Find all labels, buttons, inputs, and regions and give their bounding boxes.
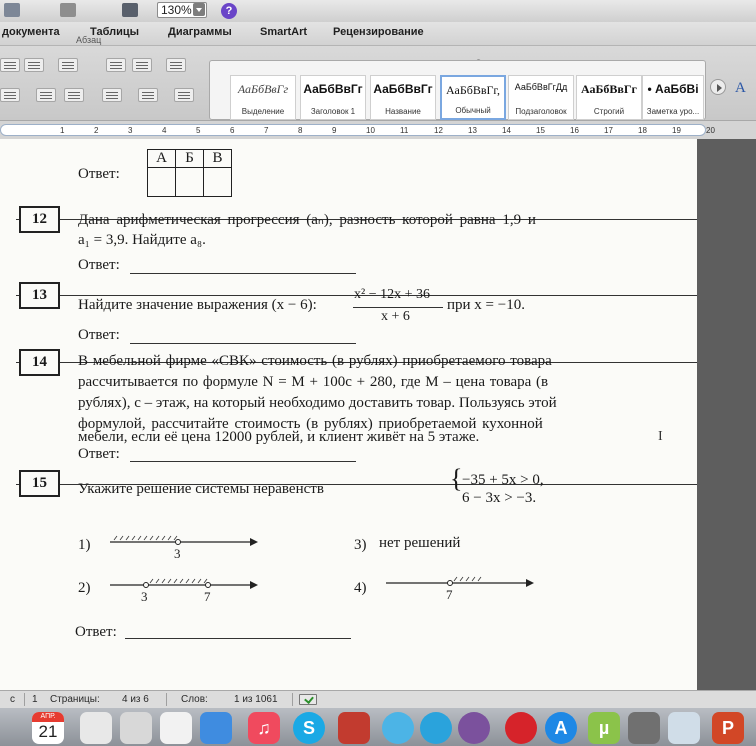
ruler (0, 121, 756, 139)
styles-gallery (209, 60, 706, 120)
ruler-strip[interactable] (0, 124, 706, 136)
table-icon[interactable] (4, 3, 20, 17)
ruler-number: 15 (536, 126, 545, 135)
divider (24, 693, 25, 706)
bullets-button[interactable] (0, 58, 20, 72)
table-cell[interactable] (204, 168, 232, 197)
arrow-head (526, 579, 534, 587)
words-label: Слов: (181, 694, 208, 705)
style-sample: АаБбВвГгДд (514, 82, 568, 92)
skype-icon[interactable]: S (293, 712, 325, 744)
tick-label: 7 (446, 587, 453, 602)
style-sample: АаБбВвГг, (445, 83, 500, 97)
ruler-number: 7 (264, 126, 269, 135)
option-3-label: 3) (354, 537, 367, 553)
open-point (206, 583, 211, 588)
photos-icon[interactable] (160, 712, 192, 744)
style-emphasis[interactable] (230, 75, 296, 120)
divider (292, 693, 293, 706)
calendar-month: АПР. (32, 712, 64, 722)
ruler-number: 2 (94, 126, 99, 135)
ribbon-tabs (0, 22, 756, 46)
text-styles-icon[interactable]: A (735, 80, 746, 96)
task-14-line: мебели, если её цена 12000 рублей, и клиент живёт на 5 этаже. (78, 429, 480, 445)
task-13-text: Найдите значение выражения (x − 6): (78, 297, 317, 313)
open-point (448, 581, 453, 586)
option-4-label: 4) (354, 580, 367, 596)
ruler-number: 20 (706, 126, 715, 135)
arrow-head (250, 581, 258, 589)
telegram-icon[interactable] (420, 712, 452, 744)
viber-icon[interactable] (458, 712, 490, 744)
table-header-a: А (148, 150, 176, 168)
section-letter: с (10, 694, 15, 705)
ruler-number: 18 (638, 126, 647, 135)
answer-blank-15[interactable] (125, 638, 351, 639)
divider (166, 693, 167, 706)
spellcheck-icon[interactable] (299, 694, 317, 705)
justify-button[interactable] (64, 88, 84, 102)
answer-blank-12[interactable] (130, 273, 356, 274)
style-name: Заголовок 1 (310, 107, 356, 116)
right-panel (697, 139, 756, 690)
app-store-icon[interactable]: A (545, 712, 577, 744)
document-page[interactable] (0, 139, 697, 690)
tab-tables[interactable]: Таблицы (90, 26, 139, 38)
style-name: Выделение (241, 107, 285, 116)
borders-button[interactable] (138, 88, 158, 102)
table-cell[interactable] (176, 168, 204, 197)
style-sample: АаБбВвГг (373, 82, 433, 96)
answer-blank-13[interactable] (130, 343, 356, 344)
tick-label: 3 (174, 546, 181, 561)
style-name: Обычный (455, 106, 491, 115)
style-normal[interactable] (440, 75, 506, 120)
option-1-label: 1) (78, 537, 91, 553)
system-line-1: −35 + 5x > 0, (462, 472, 544, 488)
ruler-number: 17 (604, 126, 613, 135)
open-point (144, 583, 149, 588)
style-name: Заметка уро... (646, 107, 700, 116)
table-cell[interactable] (148, 168, 176, 197)
answer-label: Ответ: (78, 257, 120, 273)
align-left-button[interactable] (0, 88, 20, 102)
style-sample: АаБбВвГг (303, 82, 363, 96)
option-1-numberline[interactable] (110, 534, 260, 564)
ruler-number: 8 (298, 126, 303, 135)
tick-label: 7 (204, 589, 211, 604)
task-number-12: 12 (19, 206, 60, 233)
style-name: Подзаголовок (515, 107, 567, 116)
status-bar (0, 690, 756, 708)
calendar-day: 21 (38, 722, 58, 741)
hatching (150, 579, 207, 583)
ruler-number: 12 (434, 126, 443, 135)
numbering-button[interactable] (24, 58, 44, 72)
style-name: Строгий (593, 107, 625, 116)
open-point (176, 540, 181, 545)
option-3-text: нет решений (379, 535, 461, 551)
style-sample: • АаБбВі (647, 82, 699, 96)
columns-button[interactable] (166, 58, 186, 72)
ruler-number: 1 (60, 126, 65, 135)
style-title[interactable] (370, 75, 436, 120)
option-2-numberline[interactable] (110, 577, 260, 607)
tick-label: 3 (141, 589, 148, 604)
arrow-head (250, 538, 258, 546)
ruler-number: 16 (570, 126, 579, 135)
task-15-text: Укажите решение системы неравенств (78, 481, 324, 497)
opera-icon[interactable] (505, 712, 537, 744)
ruler-number: 11 (400, 126, 409, 135)
hatching (454, 577, 481, 581)
multilevel-list-button[interactable] (58, 58, 78, 72)
ruler-number: 13 (468, 126, 477, 135)
answer-label: Ответ: (78, 166, 120, 182)
ruler-number: 6 (230, 126, 235, 135)
calendar-icon[interactable] (32, 712, 64, 744)
decrease-indent-button[interactable] (106, 58, 126, 72)
hatching (114, 536, 177, 540)
notes-icon[interactable] (80, 712, 112, 744)
pages-value: 4 из 6 (122, 694, 149, 705)
answer-table[interactable] (147, 149, 232, 197)
ruler-number: 4 (162, 126, 167, 135)
paragraph-group-label: Абзац (76, 35, 102, 45)
table-header-v: В (204, 150, 232, 168)
ruler-number: 10 (366, 126, 375, 135)
answer-label: Ответ: (78, 327, 120, 343)
sort-button[interactable] (174, 88, 194, 102)
answer-blank-14[interactable] (130, 461, 356, 462)
ruler-number: 3 (128, 126, 133, 135)
task-12-line2: a₁ = 3,9. Найдите a₈. (78, 232, 206, 248)
fraction-bar (353, 307, 443, 308)
app-icon[interactable] (338, 712, 370, 744)
teamviewer-icon[interactable] (668, 712, 700, 744)
dock (0, 708, 756, 746)
task-number-14: 14 (19, 349, 60, 376)
messages-icon[interactable] (382, 712, 414, 744)
style-name: Название (385, 107, 421, 116)
option-2-label: 2) (78, 580, 91, 596)
align-center-button[interactable] (36, 88, 56, 102)
ruler-number: 5 (196, 126, 201, 135)
answer-label: Ответ: (78, 446, 120, 462)
task-14-line: рассчитывается по формуле N = M + 100c + 280, где M – цена товара (в (78, 374, 549, 390)
settings-icon[interactable] (628, 712, 660, 744)
music-icon[interactable]: ♫ (248, 712, 280, 744)
task-14-line: рублях), c – этаж, на который необходимо доставить товар. Пользуясь этой (78, 395, 557, 411)
task-12-line1: Дана арифметическая прогрессия (aₙ), разность которой равна 1,9 и (78, 212, 536, 228)
line-spacing-button[interactable] (102, 88, 122, 102)
maps-icon[interactable] (200, 712, 232, 744)
words-value: 1 из 1061 (234, 694, 278, 705)
powerpoint-icon[interactable]: P (712, 712, 744, 744)
task-number-15: 15 (19, 470, 60, 497)
help-button[interactable]: ? (221, 3, 237, 19)
style-sample: АаБбВвГг (580, 82, 637, 96)
task-14-line: формулой, рассчитайте стоимость (в рублях) приобретаемой кухонной (78, 416, 543, 432)
preview-icon[interactable] (120, 712, 152, 744)
ruler-number: 19 (672, 126, 681, 135)
option-4-numberline[interactable] (386, 575, 536, 605)
task-number-13: 13 (19, 282, 60, 309)
system-line-2: 6 − 3x > −3. (462, 490, 537, 506)
fraction-denominator: x + 6 (381, 309, 410, 324)
text-cursor-icon: I (658, 429, 663, 444)
system-brace: { (450, 464, 463, 493)
styles-scroll-right-button[interactable] (710, 79, 726, 95)
pages-label: Страницы: (50, 694, 100, 705)
style-lesson-note[interactable] (642, 75, 704, 120)
increase-indent-button[interactable] (132, 58, 152, 72)
ruler-number: 9 (332, 126, 337, 135)
table-header-b: Б (176, 150, 204, 168)
media-icon[interactable] (122, 3, 138, 17)
style-heading-1[interactable] (300, 75, 366, 120)
tab-document-elements[interactable]: документа (2, 26, 60, 38)
chevron-down-icon[interactable] (193, 3, 205, 16)
style-subtitle[interactable] (508, 75, 574, 120)
section-value: 1 (32, 694, 38, 705)
sidebar-icon[interactable] (60, 3, 76, 17)
zoom-select[interactable]: 130% (157, 2, 207, 18)
style-sample: АаБбВвГг (237, 82, 289, 96)
tab-charts[interactable]: Диаграммы (168, 26, 232, 38)
tab-review[interactable]: Рецензирование (333, 26, 424, 38)
fraction-numerator: x² − 12x + 36 (354, 287, 430, 302)
style-strong[interactable] (576, 75, 642, 120)
answer-label: Ответ: (75, 624, 117, 640)
utorrent-icon[interactable]: µ (588, 712, 620, 744)
tab-smartart[interactable]: SmartArt (260, 26, 308, 38)
top-toolbar (0, 0, 756, 22)
task-13-suffix: при x = −10. (447, 297, 525, 313)
task-14-line: В мебельной фирме «СВК» стоимость (в рублях) приобретаемого товара (78, 353, 552, 369)
ruler-number: 14 (502, 126, 511, 135)
